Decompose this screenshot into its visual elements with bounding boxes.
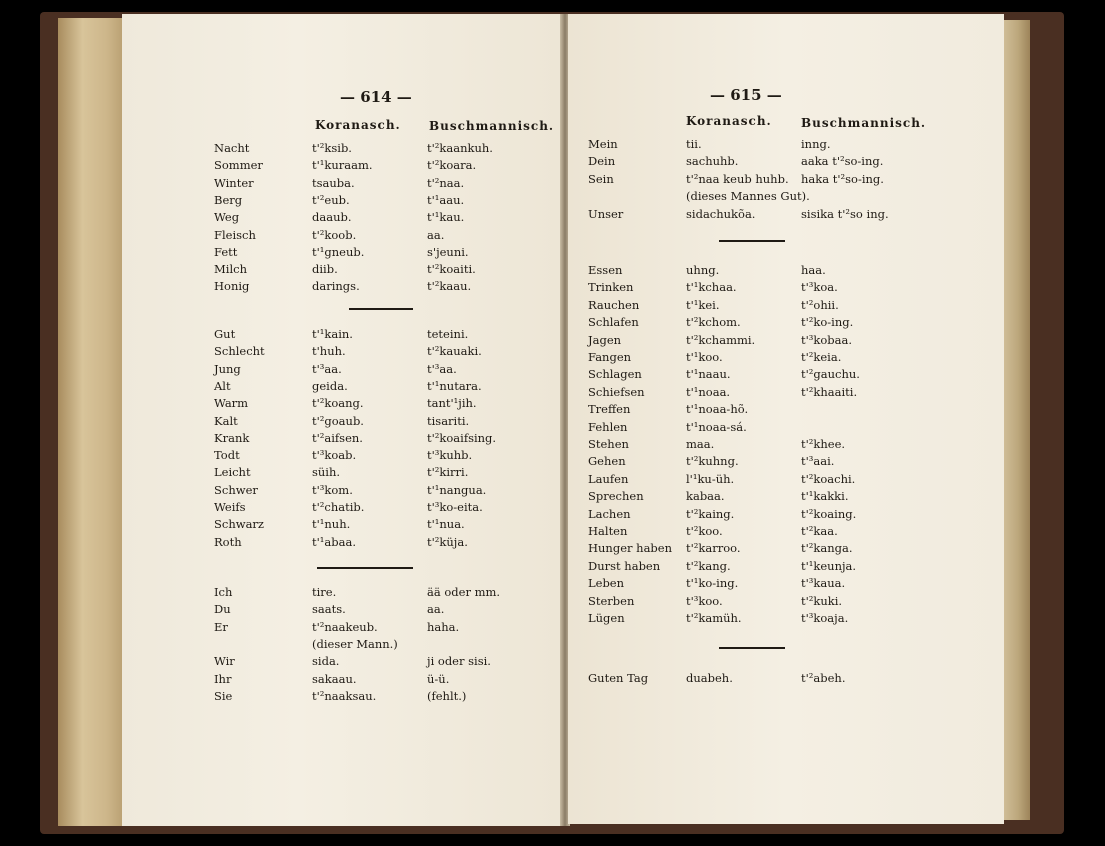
koranasch-word: tire. xyxy=(312,585,337,599)
koranasch-word: t'¹kuraam. xyxy=(312,158,373,173)
page-edges-left xyxy=(58,18,128,826)
buschmannisch-word: t'²küja. xyxy=(427,534,468,549)
german-word: Guten Tag xyxy=(588,671,649,685)
buschmannisch-word: inng. xyxy=(801,137,831,151)
buschmannisch-word: t'²keia. xyxy=(801,350,842,364)
german-word: Milch xyxy=(214,262,247,277)
german-word: Fehlen xyxy=(588,419,628,434)
koranasch-word: t'²kuhng. xyxy=(686,454,739,469)
koranasch-word: sida. xyxy=(312,654,340,669)
buschmannisch-word: aa. xyxy=(427,602,445,617)
german-word: Schwarz xyxy=(214,517,264,532)
koranasch-word: darings. xyxy=(312,279,360,294)
german-word: Leben xyxy=(588,576,625,591)
german-word: Gut xyxy=(214,327,236,341)
german-word: Ihr xyxy=(214,671,232,686)
buschmannisch-word: t'²koachi. xyxy=(801,471,856,486)
german-word: Fleisch xyxy=(214,227,256,242)
buschmannisch-word: t'³kobaa. xyxy=(801,332,853,347)
buschmannisch-word: t'²ohii. xyxy=(801,297,839,312)
german-word: Rauchen xyxy=(588,297,640,312)
buschmannisch-word: t'¹kakki. xyxy=(801,489,849,504)
koranasch-word: t'³kom. xyxy=(312,482,353,497)
column-header-buschmannisch: Buschmannisch. xyxy=(429,119,555,133)
koranasch-word: sidachukõa. xyxy=(686,206,756,221)
buschmannisch-word: t'¹nua. xyxy=(427,517,465,532)
section-divider xyxy=(719,240,785,242)
koranasch-word: diib. xyxy=(312,262,338,277)
german-word: Schlecht xyxy=(214,344,265,359)
german-word: Trinken xyxy=(588,280,634,295)
koranasch-word: geida. xyxy=(312,378,348,393)
right-page xyxy=(568,14,1004,824)
koranasch-word: t'²koob. xyxy=(312,227,357,242)
koranasch-word: t'¹koo. xyxy=(686,350,723,364)
german-word: Fangen xyxy=(588,350,632,364)
koranasch-word: süih. xyxy=(312,465,341,480)
buschmannisch-word: t'²gauchu. xyxy=(801,367,860,382)
koranasch-word: tii. xyxy=(686,137,702,151)
koranasch-word: t'²kamüh. xyxy=(686,611,742,625)
buschmannisch-word: ji oder sisi. xyxy=(427,654,491,669)
koranasch-word: t'²kang. xyxy=(686,558,731,573)
koranasch-word: t'¹gneub. xyxy=(312,244,365,259)
koranasch-word: t'²eub. xyxy=(312,192,350,207)
koranasch-word: t'¹nuh. xyxy=(312,517,351,532)
buschmannisch-word: t'³koaja. xyxy=(801,611,849,625)
koranasch-word: duabeh. xyxy=(686,671,733,685)
german-word: Schwer xyxy=(214,482,258,497)
german-word: Treffen xyxy=(588,402,631,417)
buschmannisch-word: t'¹aau. xyxy=(427,192,465,207)
koranasch-word: l'¹ku-üh. xyxy=(686,471,735,486)
german-word: Todt xyxy=(214,448,240,463)
german-word: Jung xyxy=(214,361,241,376)
buschmannisch-word: t'²koara. xyxy=(427,158,477,173)
koranasch-word: t'²kaing. xyxy=(686,506,735,521)
german-word: Dein xyxy=(588,154,616,169)
section-divider xyxy=(349,308,413,310)
german-word: Schlafen xyxy=(588,315,639,330)
buschmannisch-word: t'¹kau. xyxy=(427,210,465,225)
koranasch-word: sakaau. xyxy=(312,671,357,686)
german-word: Sein xyxy=(588,171,614,186)
german-word: Stehen xyxy=(588,437,629,451)
german-word: Sterben xyxy=(588,593,635,608)
buschmannisch-word: s'jeuni. xyxy=(427,244,469,259)
koranasch-word: tsauba. xyxy=(312,175,355,190)
buschmannisch-word: teteini. xyxy=(427,327,469,341)
koranasch-word: t'¹noaa. xyxy=(686,384,731,399)
buschmannisch-word: haha. xyxy=(427,619,460,634)
koranasch-word: t'²karroo. xyxy=(686,541,741,556)
buschmannisch-word: t'¹keunja. xyxy=(801,558,857,573)
buschmannisch-word: t'³koa. xyxy=(801,280,838,295)
buschmannisch-word: aa. xyxy=(427,227,445,242)
german-word: Honig xyxy=(214,279,250,294)
koranasch-word: t'²aifsen. xyxy=(312,430,363,445)
koranasch-word: t'¹kei. xyxy=(686,297,720,312)
koranasch-word: t'¹kain. xyxy=(312,327,353,341)
buschmannisch-word: ää oder mm. xyxy=(427,585,501,599)
german-word: Durst haben xyxy=(588,558,661,573)
buschmannisch-word: t'³aa. xyxy=(427,361,457,376)
german-word: Wir xyxy=(214,654,235,669)
buschmannisch-word: t'²kuki. xyxy=(801,593,843,608)
german-word: Weifs xyxy=(214,500,246,514)
koranasch-word: kabaa. xyxy=(686,489,725,504)
koranasch-word: uhng. xyxy=(686,263,720,277)
koranasch-word: t'huh. xyxy=(312,344,346,359)
buschmannisch-word: t'²kirri. xyxy=(427,465,469,480)
german-word: Hunger haben xyxy=(588,541,672,556)
buschmannisch-word: aaka t'²so-ing. xyxy=(801,154,884,169)
koranasch-word: t'³koo. xyxy=(686,593,723,608)
german-word: Laufen xyxy=(588,471,629,486)
koranasch-word: t'²kchom. xyxy=(686,315,741,330)
german-word: Sommer xyxy=(214,158,263,173)
german-word: Weg xyxy=(214,210,240,225)
koranasch-word: (dieser Mann.) xyxy=(312,636,398,651)
buschmannisch-word: tant'¹jih. xyxy=(427,396,477,411)
buschmannisch-word: t'²abeh. xyxy=(801,671,846,685)
koranasch-word: t'²kchammi. xyxy=(686,332,756,347)
german-word: Warm xyxy=(214,396,249,411)
buschmannisch-word: t'³kuhb. xyxy=(427,448,473,463)
buschmannisch-word: ü-ü. xyxy=(427,671,450,686)
buschmannisch-word: t'²kaa. xyxy=(801,524,838,538)
german-word: Halten xyxy=(588,524,628,538)
koranasch-word: daaub. xyxy=(312,210,352,225)
buschmannisch-word: sisika t'²so ing. xyxy=(801,206,889,221)
buschmannisch-word: t'¹nangua. xyxy=(427,482,487,497)
german-word: Du xyxy=(214,602,231,617)
buschmannisch-word: t'²kauaki. xyxy=(427,344,482,359)
german-word: Er xyxy=(214,619,228,634)
german-word: Sie xyxy=(214,688,233,703)
german-word: Leicht xyxy=(214,465,251,480)
german-word: Berg xyxy=(214,192,243,207)
buschmannisch-word: t'¹nutara. xyxy=(427,378,482,393)
koranasch-word: t'¹naau. xyxy=(686,367,731,382)
german-word: Roth xyxy=(214,534,242,549)
koranasch-word: t'¹abaa. xyxy=(312,534,356,549)
koranasch-word: maa. xyxy=(686,437,715,451)
koranasch-word: t'¹ko-ing. xyxy=(686,576,739,591)
german-word: Essen xyxy=(588,263,623,277)
buschmannisch-word: t'²khee. xyxy=(801,437,846,451)
buschmannisch-word: t'³ko-eita. xyxy=(427,500,483,514)
german-word: Sprechen xyxy=(588,489,644,504)
koranasch-word: t'²koang. xyxy=(312,396,364,411)
koranasch-word: saats. xyxy=(312,602,346,617)
koranasch-word: t'²naakeub. xyxy=(312,619,378,634)
buschmannisch-word: t'²ko-ing. xyxy=(801,315,854,330)
buschmannisch-word: t'²khaaiti. xyxy=(801,384,858,399)
section-divider xyxy=(317,567,413,569)
buschmannisch-word: t'²naa. xyxy=(427,175,465,190)
german-word: Gehen xyxy=(588,454,626,469)
german-word: Winter xyxy=(214,175,254,190)
german-word: Schlagen xyxy=(588,367,642,382)
german-word: Nacht xyxy=(214,141,250,155)
buschmannisch-word: t'²koaiti. xyxy=(427,262,476,277)
koranasch-word: t'³koab. xyxy=(312,448,357,463)
buschmannisch-word: (fehlt.) xyxy=(427,688,467,703)
german-word: Ich xyxy=(214,585,233,599)
koranasch-word: t'²goaub. xyxy=(312,413,364,428)
koranasch-word: t'²naaksau. xyxy=(312,688,377,703)
column-header-koranasch: Koranasch. xyxy=(315,118,401,132)
koranasch-word: t'³aa. xyxy=(312,361,342,376)
column-header-koranasch: Koranasch. xyxy=(686,114,772,128)
koranasch-word: t'¹kchaa. xyxy=(686,280,737,295)
koranasch-word: t'²chatib. xyxy=(312,500,365,514)
column-header-buschmannisch: Buschmannisch. xyxy=(801,116,927,130)
koranasch-word: sachuhb. xyxy=(686,154,739,169)
section-divider xyxy=(719,647,785,649)
buschmannisch-word: haka t'²so-ing. xyxy=(801,171,884,186)
left-page xyxy=(122,14,562,826)
german-word: Kalt xyxy=(214,413,238,428)
buschmannisch-word: t'²kaau. xyxy=(427,279,472,294)
buschmannisch-word: tisariti. xyxy=(427,413,470,428)
koranasch-word: t'¹noaa-hõ. xyxy=(686,402,749,417)
buschmannisch-word: t'²koaing. xyxy=(801,506,857,521)
koranasch-word: t'²naa keub huhb. xyxy=(686,171,789,186)
german-word: Fett xyxy=(214,244,238,259)
koranasch-word: (dieses Mannes Gut). xyxy=(686,189,810,204)
buschmannisch-word: t'³kaua. xyxy=(801,576,846,591)
german-word: Mein xyxy=(588,137,618,151)
german-word: Lügen xyxy=(588,611,625,625)
koranasch-word: t'²koo. xyxy=(686,524,723,538)
buschmannisch-word: t'²koaifsing. xyxy=(427,430,497,445)
german-word: Lachen xyxy=(588,506,631,521)
buschmannisch-word: haa. xyxy=(801,263,826,277)
page-number: — 615 — xyxy=(710,86,782,104)
german-word: Jagen xyxy=(588,332,622,347)
german-word: Krank xyxy=(214,430,250,445)
german-word: Unser xyxy=(588,206,624,221)
koranasch-word: t'²ksib. xyxy=(312,141,352,155)
koranasch-word: t'¹noaa-sá. xyxy=(686,419,747,434)
buschmannisch-word: t'²kaankuh. xyxy=(427,141,493,155)
page-number: — 614 — xyxy=(340,88,412,106)
german-word: Schiefsen xyxy=(588,384,645,399)
buschmannisch-word: t'²kanga. xyxy=(801,541,853,556)
buschmannisch-word: t'³aai. xyxy=(801,454,835,469)
german-word: Alt xyxy=(214,378,231,393)
page-edges-right xyxy=(1000,20,1030,820)
